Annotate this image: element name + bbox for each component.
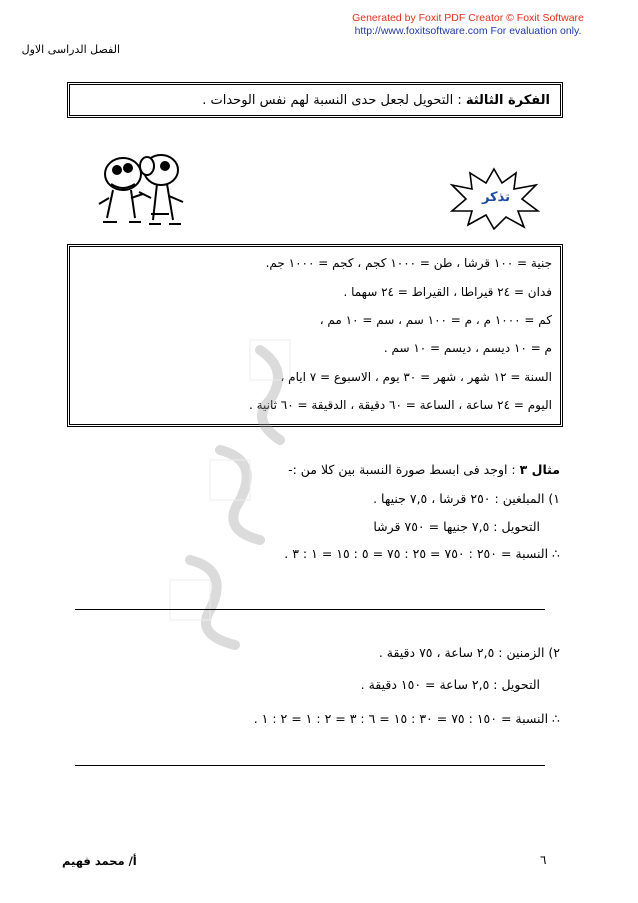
- units-row-time-2: اليوم = ٢٤ ساعة ، الساعة = ٦٠ دقيقة ، الدقيقة = ٦٠ ثانية .: [248, 398, 552, 412]
- units-row-length-1: كم = ١٠٠٠ م ، م = ١٠٠ سم ، سم = ١٠ مم ،: [319, 313, 552, 327]
- units-row-money-weight: جنية = ١٠٠ قرشا ، طن = ١٠٠٠ كجم ، كجم = ١٠٠٠ جم.: [265, 256, 552, 270]
- units-box: [67, 244, 563, 427]
- item2-statement: ٢) الزمنين : ٢,٥ ساعة ، ٧٥ دقيقة .: [378, 645, 560, 660]
- units-row-area: فدان = ٢٤ قيراطا ، القيراط = ٢٤ سهما .: [343, 285, 552, 299]
- units-row-length-2: م = ١٠ ديسم ، ديسم = ١٠ سم .: [383, 341, 552, 355]
- remember-label: تذكر: [481, 190, 511, 205]
- item1-ratio: ∴ النسبة = ٢٥٠ : ٧٥٠ = ٢٥ : ٧٥ = ٥ : ١٥ = ١ : ٣ .: [284, 546, 560, 561]
- semester-header: الفصل الدراسى الاول: [21, 43, 120, 56]
- example-heading: [288, 462, 560, 477]
- item1-conversion: التحويل : ٧,٥ جنيها = ٧٥٠ قرشا: [373, 519, 540, 534]
- item2-ratio: ∴ النسبة = ١٥٠ : ٧٥ = ٣٠ : ١٥ = ٦ : ٣ = ٢ : ١ = ٢ : ١ .: [253, 711, 560, 726]
- title-bold: الفكرة الثالثة: [465, 93, 550, 108]
- example-heading-rest: : اوجد فى ابسط صورة النسبة بين كلا من :-: [288, 462, 516, 477]
- foxit-watermark: [318, 12, 618, 38]
- title-box: [67, 82, 563, 118]
- item1-statement: ١) المبلغين : ٢٥٠ قرشا ، ٧,٥ جنيها .: [373, 491, 560, 506]
- cartoon-illustration: [95, 140, 191, 228]
- section-divider-2: [75, 765, 545, 766]
- section-divider-1: [75, 609, 545, 610]
- name-watermark-graphic: [150, 330, 300, 660]
- example-heading-bold: مثال ٣: [519, 462, 560, 477]
- units-row-time-1: السنة = ١٢ شهر ، شهر = ٣٠ يوم ، الاسبوع = ٧ ايام ،: [280, 370, 552, 384]
- title-rest: : التحويل لجعل حدى النسبة لهم نفس الوحدات .: [202, 93, 462, 108]
- page-number: ٦: [540, 853, 547, 867]
- item2-conversion: التحويل : ٢,٥ ساعة = ١٥٠ دقيقة .: [360, 677, 540, 692]
- title-text: [202, 93, 550, 108]
- watermark-line-2: http://www.foxitsoftware.com For evaluation only.: [354, 25, 582, 37]
- watermark-line-1: Generated by Foxit PDF Creator © Foxit Software: [352, 12, 584, 24]
- footer-author: أ/ محمد فهيم: [62, 854, 137, 868]
